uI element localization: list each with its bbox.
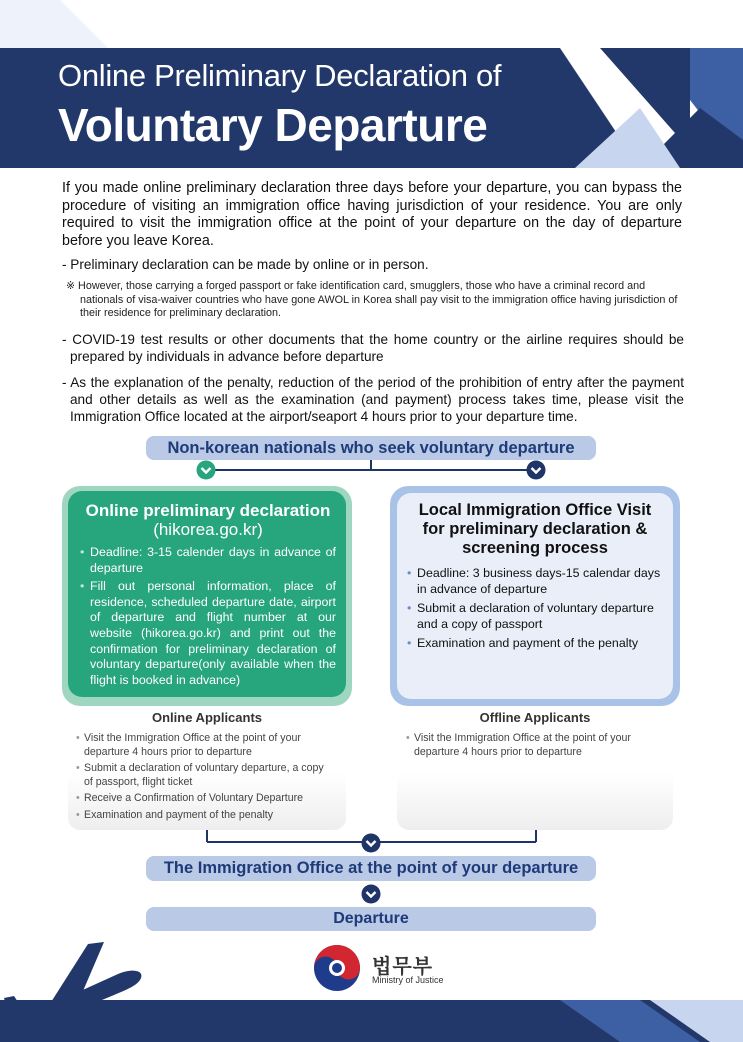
intro-bullet-1: - Preliminary declaration can be made by online or in person. [62,257,429,272]
list-item: • Visit the Immigration Office at the point of your departure 4 hours prior to departure [406,732,666,759]
office-label-pill: The Immigration Office at the point of your departure [146,856,596,881]
chevron-down-icon [361,884,381,904]
title-line-1: Online Preliminary Declaration of [58,58,502,93]
intro-note: ※ However, those carrying a forged passport or fake identification card, smugglers, those who have a criminal record and nationals of visa-waiver countries who have gone AWOL in Korea shall pay visit to the immigration office having jurisdiction of their residence for preliminary declaration. [66,280,678,319]
chevron-down-icon [361,833,381,853]
chevron-down-icon [526,460,546,480]
intro-bullet-3: - As the explanation of the penalty, reduction of the period of the prohibition of entry after the payment and other details as well as the examination (and payment) process takes time, please visit the Immigration Office located at the airport/seaport 4 hours prior to your departure time. [62,375,684,424]
office-box-heading: Local Immigration Office Visit for preliminary declaration & screening process [418,501,652,557]
online-applicants-list [76,732,326,826]
list-item: • Examination and payment of the penalty [407,636,663,652]
top-label-pill: Non-korean nationals who seek voluntary departure [146,436,596,460]
intro-bullet-2: - COVID-19 test results or other documents that the home country or the airline requires should be prepared by individuals in advance before departure [62,332,684,364]
online-applicants-title: Online Applicants [151,710,263,725]
list-item: • Deadline: 3 business days-15 calendar days in advance of departure [407,566,663,597]
list-item: • Fill out personal information, place of residence, scheduled departure date, airport of departure and flight number at our website (hikorea.go.kr) and print out the confirmation for preliminary declaration of voluntary departure(only available when the flight is booked in advance) [80,579,336,688]
list-item: • Visit the Immigration Office at the point of your departure 4 hours prior to departure [76,732,326,759]
list-item: • Examination and payment of the penalty [76,809,326,823]
office-visit-box [397,493,673,699]
ministry-korean-name: 법무부 [372,956,433,978]
offline-applicants-title: Offline Applicants [479,710,591,725]
title-line-2: Voluntary Departure [58,99,488,151]
online-declaration-box [68,491,346,697]
airplane-icon [0,940,150,1040]
intro-paragraph: If you made online preliminary declaration three days before your departure, you can bypass the procedure of visiting an immigration office having jurisdiction of your residence. You are only required to visit the immigration office at the point of your departure on the day of departure before you leave Korea. [62,180,682,249]
online-box-list [80,545,336,688]
offline-applicants-list [406,732,666,762]
list-item: • Deadline: 3-15 calender days in advance of departure [80,545,336,576]
online-box-url: (hikorea.go.kr) [153,520,263,539]
ministry-logo-icon [313,944,361,992]
list-item: • Submit a declaration of voluntary departure and a copy of passport [407,601,663,632]
online-box-heading [80,501,336,539]
ministry-english-name: Ministry of Justice [372,975,444,985]
list-item: • Receive a Confirmation of Voluntary Departure [76,792,326,806]
chevron-down-icon [196,460,216,480]
departure-label-pill: Departure [146,907,596,931]
list-item: • Submit a declaration of voluntary departure, a copy of passport, flight ticket [76,762,326,789]
online-box-heading-text: Online preliminary declaration [85,501,331,520]
office-box-list [407,566,663,652]
